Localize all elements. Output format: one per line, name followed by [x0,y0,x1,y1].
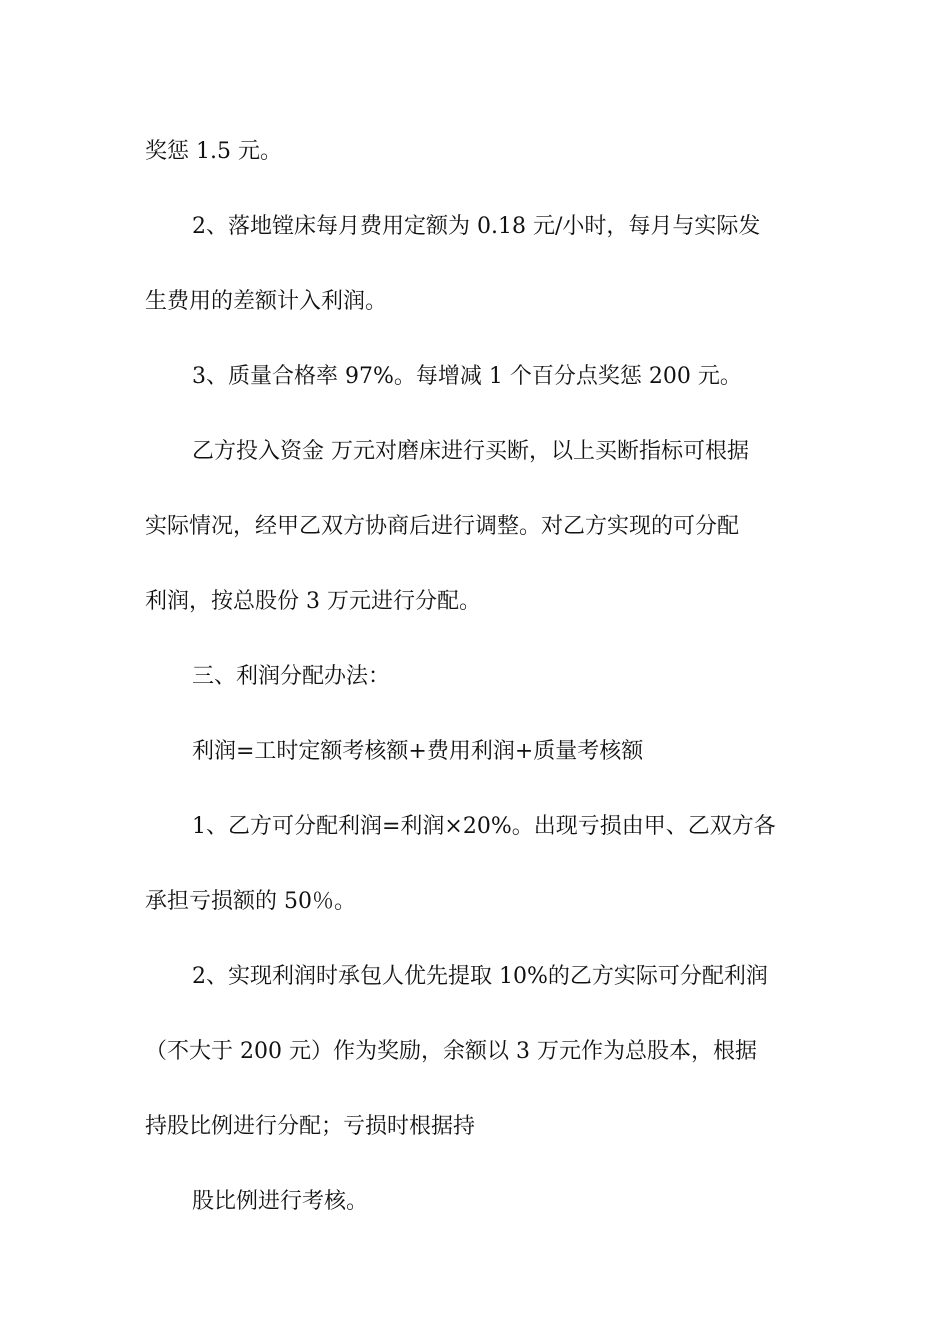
text-line: 2、落地镗床每月费用定额为 0.18 元/小时，每月与实际发 [192,214,761,239]
text-line: 1、乙方可分配利润=利润×20%。出现亏损由甲、乙双方各 [192,814,776,839]
text-line: 实际情况，经甲乙双方协商后进行调整。对乙方实现的可分配 [145,514,740,539]
text-line: 承担亏损额的 50％。 [145,889,356,914]
text-line: 持股比例进行分配；亏损时根据持 [145,1114,476,1139]
section-heading: 三、利润分配办法： [192,664,391,689]
text-line: 生费用的差额计入利润。 [145,289,388,314]
text-line: 利润，按总股份 3 万元进行分配。 [145,589,481,614]
text-line: 2、实现利润时承包人优先提取 10%的乙方实际可分配利润 [192,964,768,989]
text-line: 奖惩 1.5 元。 [145,139,282,164]
text-line: 股比例进行考核。 [192,1189,369,1214]
text-line: 3、质量合格率 97%。每增减 1 个百分点奖惩 200 元。 [192,364,742,389]
text-line: （不大于 200 元）作为奖励，余额以 3 万元作为总股本，根据 [145,1039,757,1064]
text-line: 乙方投入资金 万元对磨床进行买断，以上买断指标可根据 [192,439,749,464]
text-line: 利润=工时定额考核额+费用利润+质量考核额 [192,739,644,764]
